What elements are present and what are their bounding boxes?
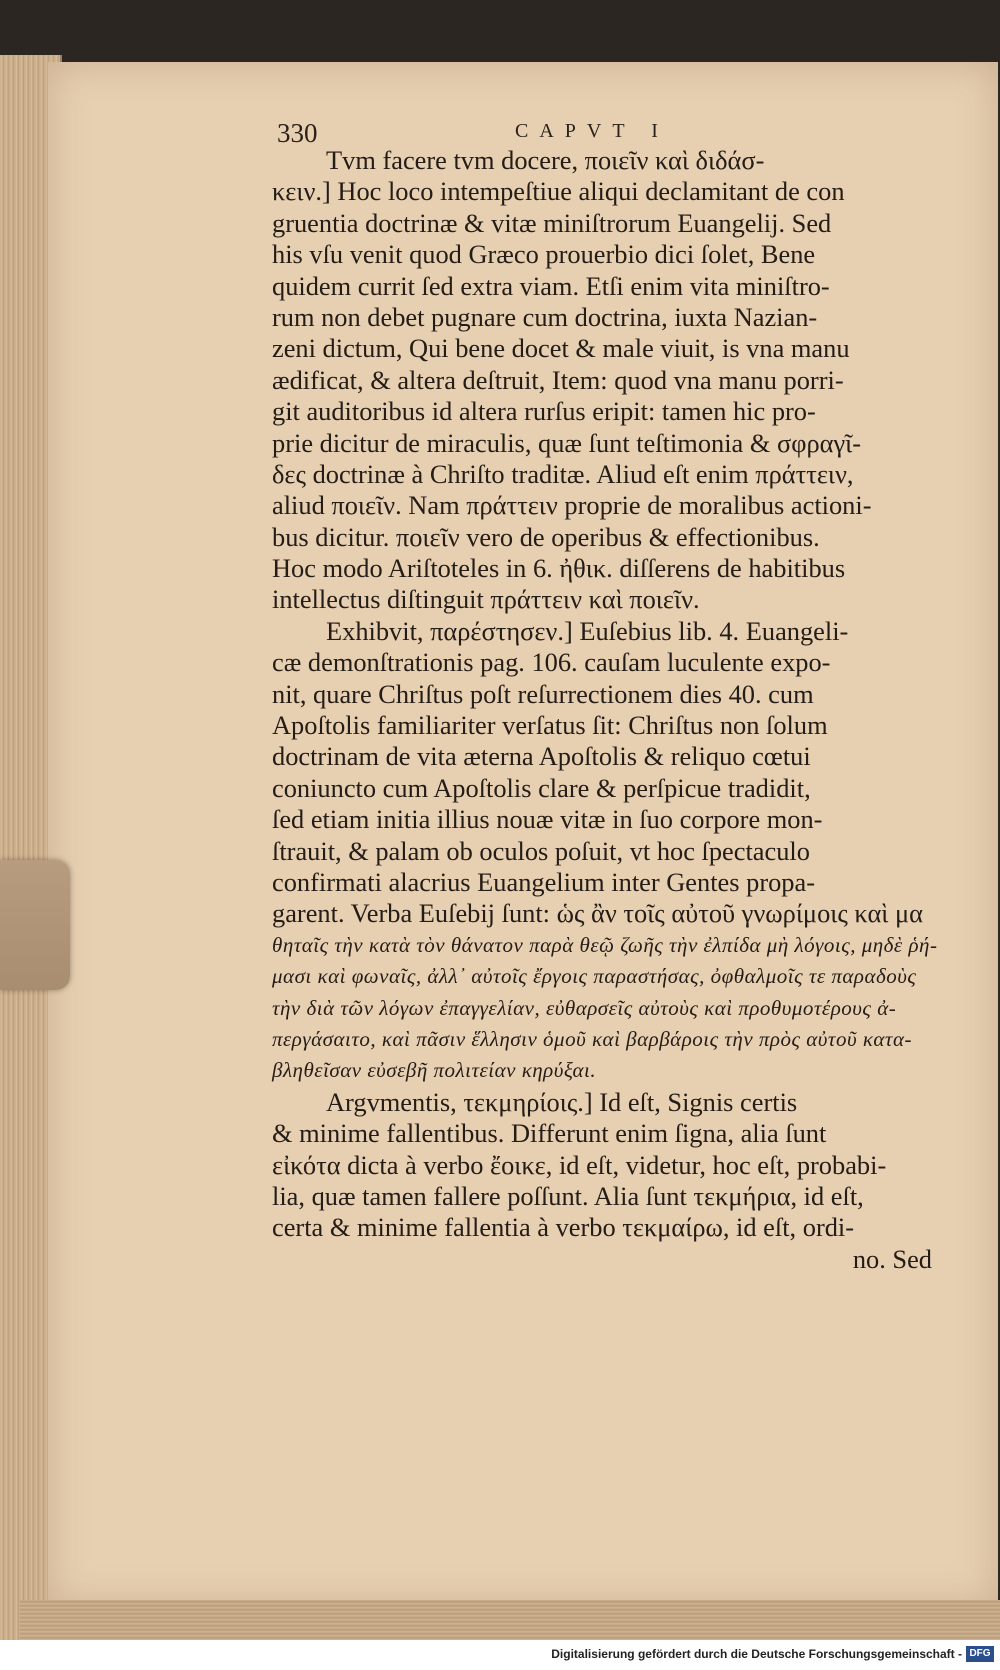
text-line: gruentia doctrinæ & vitæ miniſtrorum Euangelij. Sed	[272, 207, 832, 238]
funding-credit: Digitalisierung gefördert durch die Deutsche Forschungsgemeinschaft -	[551, 1647, 962, 1661]
text-line: Hoc modo Ariſtoteles in 6. ἠθικ. diſſerens de habitibus	[272, 553, 846, 584]
text-line: bus dicitur. ποιεῖν vero de operibus & effectionibus.	[272, 521, 820, 552]
book-clasp	[0, 860, 70, 990]
text-line: κειν.] Hoc loco intempeſtiue aliqui declamitant de con	[272, 176, 845, 207]
text-line: Argvmentis, τεκμηρίοις.] Id eſt, Signis certis	[326, 1086, 798, 1117]
text-line: lia, quæ tamen fallere poſſunt. Alia ſunt τεκμήρια, id eſt,	[272, 1180, 864, 1211]
page-text	[272, 145, 944, 1275]
text-line: quidem currit ſed extra viam. Etſi enim vita miniſtro-	[272, 270, 830, 301]
text-line: Exhibvit, παρέστησεν.] Euſebius lib. 4. Euangeli-	[326, 615, 849, 646]
text-line: intellectus diſtinguit πράττειν καὶ ποιεῖν.	[272, 584, 700, 615]
text-line: cæ demonſtrationis pag. 106. cauſam luculente expo-	[272, 647, 831, 678]
greek-line: τὴν διὰ τῶν λόγων ἐπαγγελίαν, εὐθαρσεῖς αὐτοὺς καὶ προθυμοτέρους ἀ-	[272, 995, 897, 1020]
text-line: Apoſtolis familiariter verſatus ſit: Chriſtus non ſolum	[272, 710, 828, 741]
text-line: git auditoribus id altera rurſus eripit: tamen hic pro-	[272, 396, 816, 427]
text-line: coniuncto cum Apoſtolis clare & perſpicue tradidit,	[272, 772, 811, 803]
dfg-logo-icon: DFG	[966, 1646, 994, 1662]
text-line: ædificat, & altera deſtruit, Item: quod vna manu porri-	[272, 364, 844, 395]
greek-line: θηταῖς τὴν κατὰ τὸν θάνατον παρὰ θεῷ ζωῆς τὴν ἐλπίδα μὴ λόγοις, μηδὲ ῥή-	[272, 932, 938, 957]
text-line: prie dicitur de miraculis, quæ ſunt teſtimonia & σφραγῖ-	[272, 427, 861, 458]
greek-line: μασι καὶ φωναῖς, ἀλλ᾽ αὐτοῖς ἔργοις παραστήσας, ὀφθαλμοῖς τε παραδοὺς	[272, 964, 917, 989]
text-line: zeni dictum, Qui bene docet & male viuit, is vna manu	[272, 333, 850, 364]
text-line: his vſu venit quod Græco prouerbio dici ſolet, Bene	[272, 239, 816, 270]
text-line: aliud ποιεῖν. Nam πράττειν proprie de moralibus actioni-	[272, 490, 872, 521]
catchword: no. Sed	[852, 1243, 932, 1274]
greek-line: περγάσαιτο, καὶ πᾶσιν ἕλλησιν ὁμοῦ καὶ βαρβάροις τὴν πρὸς αὐτοῦ κατα-	[272, 1026, 912, 1051]
text-line: ſtrauit, & palam ob oculos poſuit, vt hoc ſpectaculo	[272, 835, 810, 866]
text-line: confirmati alacrius Euangelium inter Gentes propa-	[272, 866, 816, 897]
greek-line: βληθεῖσαν εὐσεβῆ πολιτείαν κηρύξαι.	[272, 1058, 597, 1083]
text-line: ſed etiam initia illius nouæ vitæ in ſuo corpore mon-	[272, 804, 823, 835]
digitization-footer	[0, 1640, 1000, 1670]
text-line: & minime fallentibus. Differunt enim ſigna, alia ſunt	[272, 1118, 827, 1149]
text-line: Tvm facere tvm docere, ποιεῖν καὶ διδάσ-	[326, 145, 765, 175]
greek-quotation	[272, 930, 944, 1087]
text-line: certa & minime fallentia à verbo τεκμαίρω, id eſt, ordi-	[272, 1212, 855, 1243]
text-line: garent. Verba Euſebij ſunt: ὡς ἂν τοῖς αὐτοῦ γνωρίμοις καὶ μα	[272, 898, 923, 929]
running-head: CAPVT I	[515, 120, 669, 142]
text-line: nit, quare Chriſtus poſt reſurrectionem dies 40. cum	[272, 678, 814, 709]
text-line: εἰκότα dicta à verbo ἔοικε, id eſt, videtur, hoc eſt, probabi-	[272, 1149, 887, 1180]
book-bottom-edge	[20, 1600, 1000, 1640]
page-number: 330	[277, 118, 318, 148]
text-line: δες doctrinæ à Chriſto traditæ. Aliud eſt enim πράττειν,	[272, 458, 854, 489]
text-line: doctrinam de vita æterna Apoſtolis & reliquo cœtui	[272, 741, 811, 772]
page-header	[225, 118, 925, 148]
text-line: rum non debet pugnare cum doctrina, iuxta Nazian-	[272, 301, 818, 332]
